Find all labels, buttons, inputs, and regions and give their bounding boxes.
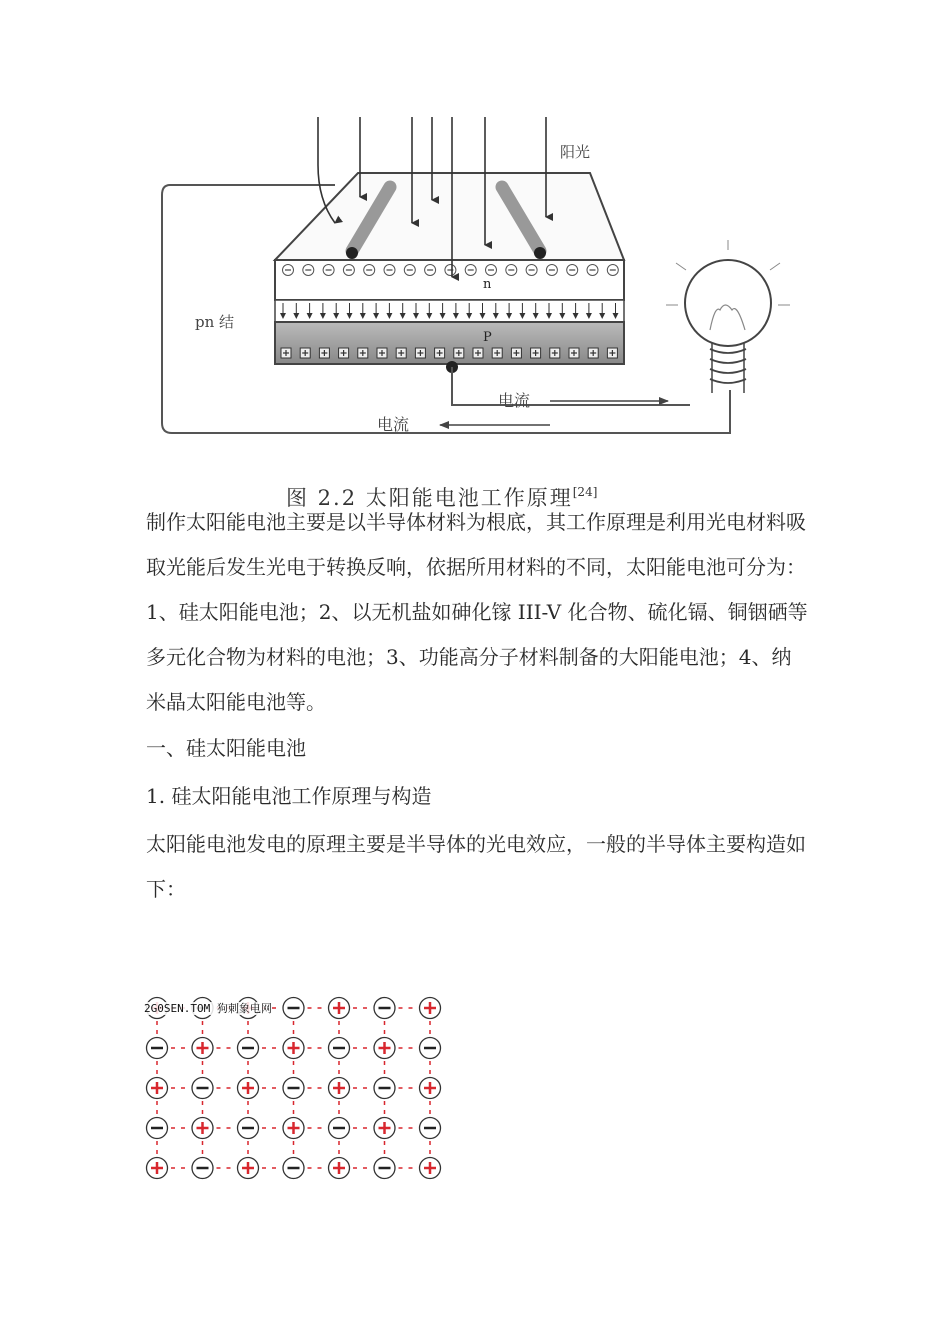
subsection-heading: 1. 硅太阳能电池工作原理与构造 — [146, 784, 432, 808]
positive-ion — [329, 998, 350, 1019]
semiconductor-lattice-figure — [140, 996, 445, 1191]
negative-charge — [374, 1158, 395, 1179]
negative-charge — [374, 1078, 395, 1099]
negative-charge — [329, 1038, 350, 1059]
positive-ion — [192, 1038, 213, 1059]
negative-charge — [147, 1038, 168, 1059]
negative-charge — [420, 1038, 441, 1059]
negative-charge — [192, 1158, 213, 1179]
watermark: 2G0SEN.TOM 狗刺象电网 — [144, 1002, 272, 1015]
pn-junction-label: pn 结 — [195, 313, 235, 331]
positive-ion — [374, 1118, 395, 1139]
negative-charge — [238, 1118, 259, 1139]
positive-ion — [420, 998, 441, 1019]
sunlight-label: 阳光 — [560, 143, 591, 161]
n-label: n — [483, 277, 492, 292]
negative-charge — [283, 1078, 304, 1099]
intro-paragraph: 制作太阳能电池主要是以半导体材料为根底，其工作原理是利用光电材料吸取光能后发生光电于转换反响，依据所用材料的不同，太阳能电池可分为：1、硅太阳能电池；2、以无机盐如砷化镓 III-V 化合物、硫化镉、铜铟硒等多元化合物为材料的电池；3、功能高分子材料制备的大阳能电池；4、纳米晶太阳能电池等。 — [146, 510, 808, 714]
negative-charge — [192, 1078, 213, 1099]
caption-reference: [24] — [572, 485, 598, 499]
negative-charge — [283, 1158, 304, 1179]
positive-ion — [238, 1158, 259, 1179]
p-label: P — [483, 330, 492, 345]
figure-caption: 图 2.2 太阳能电池工作原理[24] — [286, 485, 598, 510]
lattice-grid — [140, 996, 445, 1191]
principle-paragraph: 太阳能电池发电的原理主要是半导体的光电效应，一般的半导体主要构造如下： — [146, 832, 806, 901]
positive-ion — [147, 1158, 168, 1179]
solar-cell-diagram — [140, 105, 810, 445]
current-label-top: 电流 — [498, 391, 531, 410]
positive-ion — [420, 1158, 441, 1179]
positive-ion — [329, 1158, 350, 1179]
positive-ion — [192, 1118, 213, 1139]
positive-ion — [238, 1078, 259, 1099]
positive-ion — [283, 1118, 304, 1139]
negative-charge — [329, 1118, 350, 1139]
light-bulb-icon — [666, 240, 790, 393]
n-layer-electrons — [283, 265, 619, 276]
positive-ion — [147, 1078, 168, 1099]
current-label-bottom: 电流 — [377, 415, 410, 434]
negative-charge — [420, 1118, 441, 1139]
negative-charge — [147, 1118, 168, 1139]
section-heading: 一、硅太阳能电池 — [146, 736, 306, 760]
positive-ion — [420, 1078, 441, 1099]
negative-charge — [283, 998, 304, 1019]
negative-charge — [374, 998, 395, 1019]
positive-ion — [374, 1038, 395, 1059]
negative-charge — [238, 1038, 259, 1059]
positive-ion — [283, 1038, 304, 1059]
positive-ion — [329, 1078, 350, 1099]
